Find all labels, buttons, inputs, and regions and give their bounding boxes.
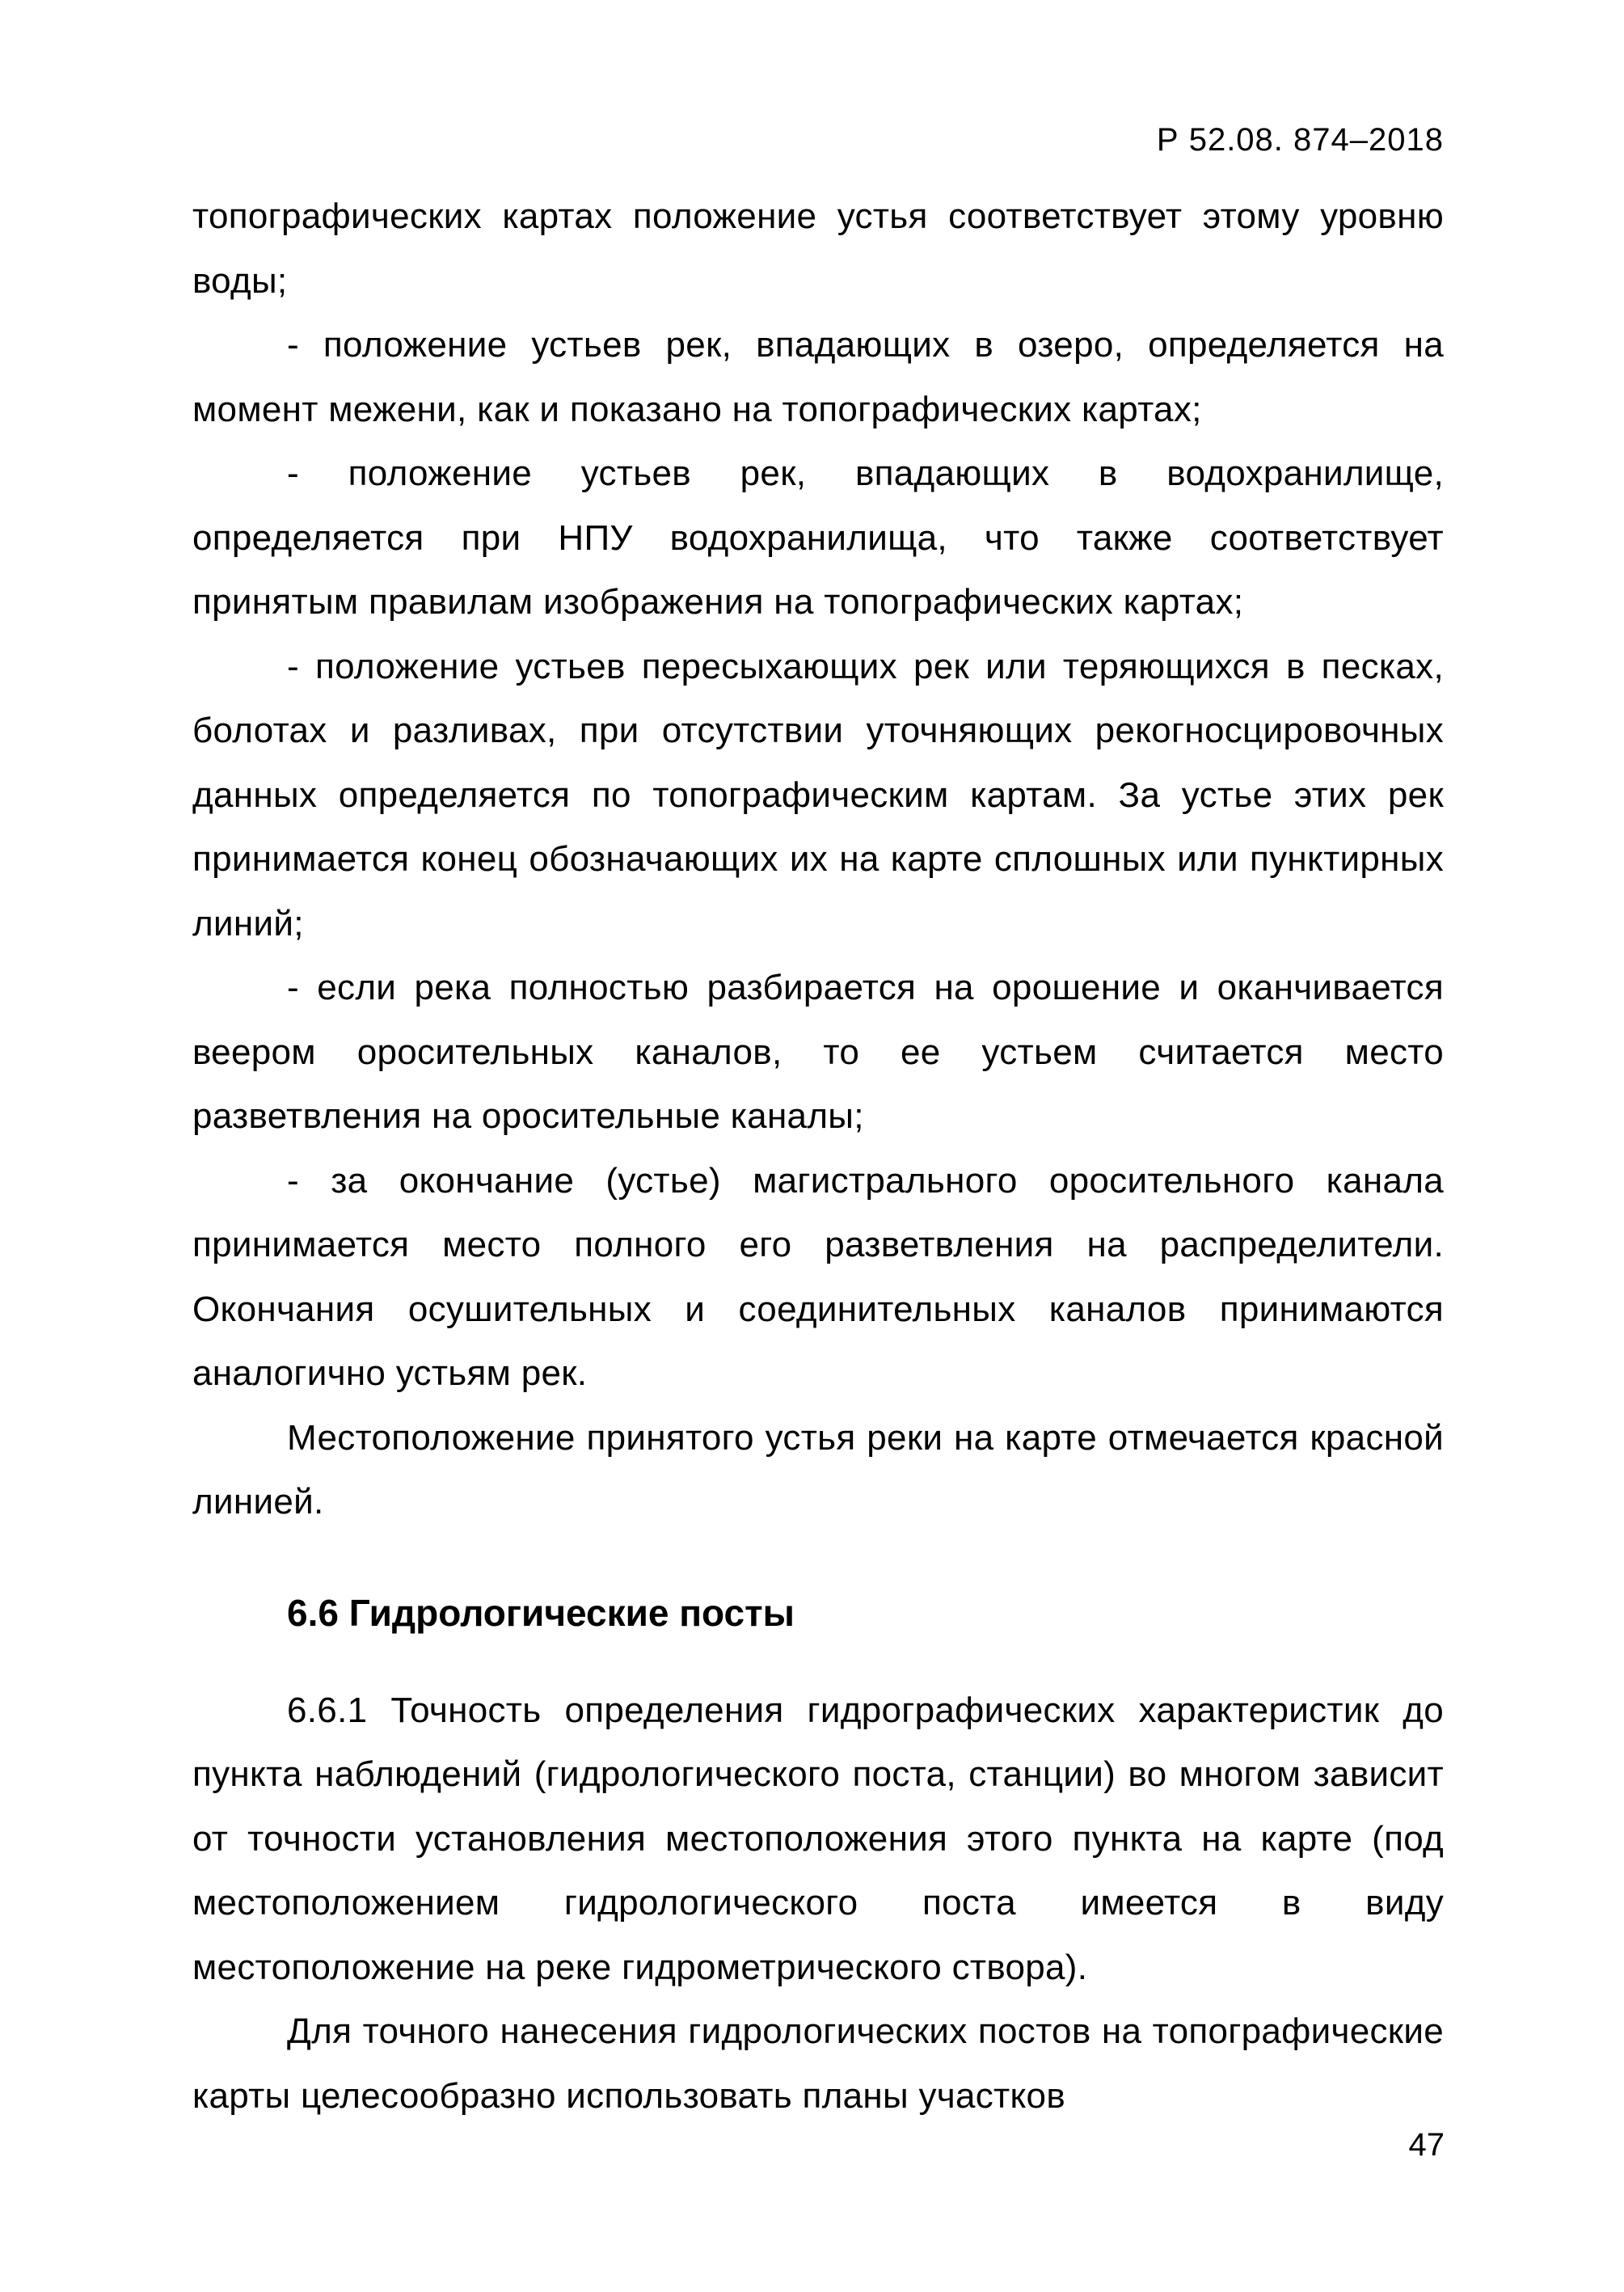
- paragraph-posts-mapping: Для точного нанесения гидрологических постов на топографические карты целесообразно использовать планы участков: [192, 2011, 1444, 2116]
- paragraph-red-line: Местоположение принятого устья реки на карте отмечается красной линией.: [192, 1417, 1444, 1522]
- document-code: Р 52.08. 874–2018: [1156, 122, 1444, 158]
- list-item-reservoir-mouths: - положение устьев рек, впадающих в водохранилище, определяется при НПУ водохранилища, что также соответствует принятым правилам изображения на топографических картах;: [192, 454, 1444, 622]
- list-item-irrigation-rivers: - если река полностью разбирается на орошение и оканчивается веером оросительных каналов, то ее устьем считается место разветвления на оросительные каналы;: [192, 968, 1444, 1136]
- list-item-lake-mouths: - положение устьев рек, впадающих в озеро, определяется на момент межени, как и показано на топографических картах;: [192, 325, 1444, 429]
- paragraph-6-6-1: 6.6.1 Точность определения гидрографических характеристик до пункта наблюдений (гидрологического поста, станции) во многом зависит от точности установления местоположения этого пункта на карте (под местоположением гидрологического поста имеется в виду местоположение на реке гидрометрического створа).: [192, 1690, 1444, 1987]
- page-number: 47: [1408, 2127, 1445, 2163]
- list-item-drying-rivers: - положение устьев пересыхающих рек или теряющихся в песках, болотах и разливах, при отсутствии уточняющих рекогносцировочных данных определяется по топографическим картам. За устье этих рек принимается конец обозначающих их на карте сплошных или пунктирных линий;: [192, 646, 1444, 943]
- list-item-canal-ends: - за окончание (устье) магистрального оросительного канала принимается место полного его разветвления на распределители. Окончания осушительных и соединительных каналов принимаются аналогично устьям рек.: [192, 1160, 1444, 1393]
- section-heading: 6.6 Гидрологические посты: [287, 1591, 795, 1634]
- page-content: [192, 184, 1444, 2128]
- paragraph-continuation: топографических картах положение устья соответствует этому уровню воды;: [192, 196, 1444, 301]
